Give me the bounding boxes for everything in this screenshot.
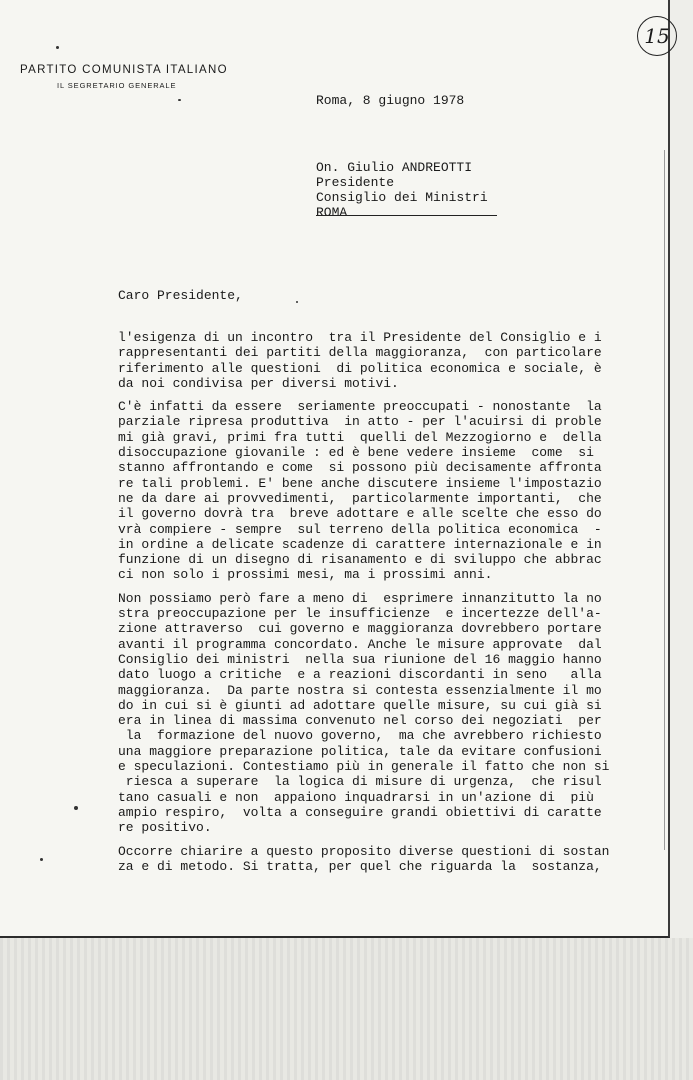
body-line: zione attraverso cui governo e maggioranza dovrebbero portare xyxy=(118,621,602,637)
body-line: il governo dovrà tra breve adottare e alle scelte che esso do xyxy=(118,506,602,522)
body-line: re tali problemi. E' bene anche discutere insieme l'impostazio xyxy=(118,475,602,491)
body-line: tano casuali e non appaiono inquadrarsi in un'azione di più xyxy=(118,789,594,805)
body-line: riferimento alle questioni di politica economica e sociale, è xyxy=(118,360,602,376)
margin-line xyxy=(664,150,665,850)
body-line: dato luogo a critiche e a reazioni discordanti in seno alla xyxy=(118,667,602,683)
letterhead-organization: PARTITO COMUNISTA ITALIANO xyxy=(20,64,228,76)
addressee-line: ROMA xyxy=(316,205,348,220)
body-line: in ordine a delicate scadenze di carattere internazionale e in xyxy=(118,536,602,552)
body-line: era in linea di massima convenuto nel corso dei negoziati per xyxy=(118,713,602,729)
body-line: do in cui si è giunti ad adottare quelle misure, su cui già si xyxy=(118,697,602,713)
letter-date: Roma, 8 giugno 1978 xyxy=(316,93,465,108)
scan-speck xyxy=(40,858,43,861)
body-paragraph xyxy=(118,399,648,583)
addressee-line: Consiglio dei Ministri xyxy=(316,190,488,205)
body-line: Non possiamo però fare a meno di esprimere innanzitutto la no xyxy=(118,590,602,606)
body-line: la formazione del nuovo governo, ma che avrebbero richiesto xyxy=(118,728,602,744)
body-line: stanno affrontando e come si possono più decisamente affronta xyxy=(118,460,602,476)
body-line: l'esigenza di un incontro tra il Presidente del Consiglio e i xyxy=(118,330,602,345)
addressee-block xyxy=(316,160,488,220)
scan-speck xyxy=(296,301,298,303)
body-line: disoccupazione giovanile : ed è bene vedere insieme come si xyxy=(118,445,594,461)
letter-body xyxy=(118,330,648,882)
body-line: ampio respiro, volta a conseguire grandi obiettivi di caratte xyxy=(118,804,602,820)
addressee-line: On. Giulio ANDREOTTI xyxy=(316,160,473,175)
body-line: za e di metodo. Si tratta, per quel che riguarda la sostanza, xyxy=(118,858,602,874)
addressee-line: Presidente xyxy=(316,175,395,190)
body-line: parziale ripresa produttiva in atto - per l'acuirsi di proble xyxy=(118,414,602,430)
letterhead-role: IL SEGRETARIO GENERALE xyxy=(57,81,177,90)
body-line: ne da dare ai provvedimenti, particolarmente importanti, che xyxy=(118,490,602,506)
body-paragraph xyxy=(118,591,648,836)
scan-speck xyxy=(178,99,181,101)
body-line: maggioranza. Da parte nostra si contesta essenzialmente il mo xyxy=(118,682,602,698)
addressee-underline xyxy=(316,215,497,216)
body-paragraph xyxy=(118,330,648,391)
scan-speck xyxy=(56,46,59,49)
body-line: rappresentanti dei partiti della maggioranza, con particolare xyxy=(118,345,602,361)
body-line: funzione di un disegno di risanamento e di sviluppo che abbrac xyxy=(118,552,602,568)
body-line: ci non solo i prossimi mesi, ma i prossimi anni. xyxy=(118,567,493,583)
body-line: avanti il programma concordato. Anche le misure approvate dal xyxy=(118,636,602,652)
body-line: mi già gravi, primi fra tutti quelli del Mezzogiorno e della xyxy=(118,429,602,445)
body-line: una maggiore preparazione politica, tale da evitare confusioni xyxy=(118,743,602,759)
scan-speck xyxy=(74,806,78,810)
body-line: re positivo. xyxy=(118,820,212,836)
body-line: Occorre chiarire a questo proposito diverse questioni di sostan xyxy=(118,843,610,859)
body-paragraph xyxy=(118,844,648,875)
body-line: stra preoccupazione per le insufficienze e incertezze dell'a- xyxy=(118,606,602,622)
body-line: da noi condivisa per diversi motivi. xyxy=(118,375,399,391)
body-line: C'è infatti da essere seriamente preoccupati - nonostante la xyxy=(118,399,602,415)
page-number-stamp xyxy=(637,16,677,56)
body-line: riesca a superare la logica di misure di urgenza, che risul xyxy=(118,774,602,790)
body-line: Consiglio dei ministri nella sua riunione del 16 maggio hanno xyxy=(118,651,602,667)
body-line: vrà compiere - sempre sul terreno della politica economica - xyxy=(118,521,602,537)
scan-background xyxy=(0,938,693,1080)
body-line: e speculazioni. Contestiamo più in generale il fatto che non si xyxy=(118,759,610,775)
page-number: 15 xyxy=(644,24,670,48)
salutation: Caro Presidente, xyxy=(118,288,243,303)
